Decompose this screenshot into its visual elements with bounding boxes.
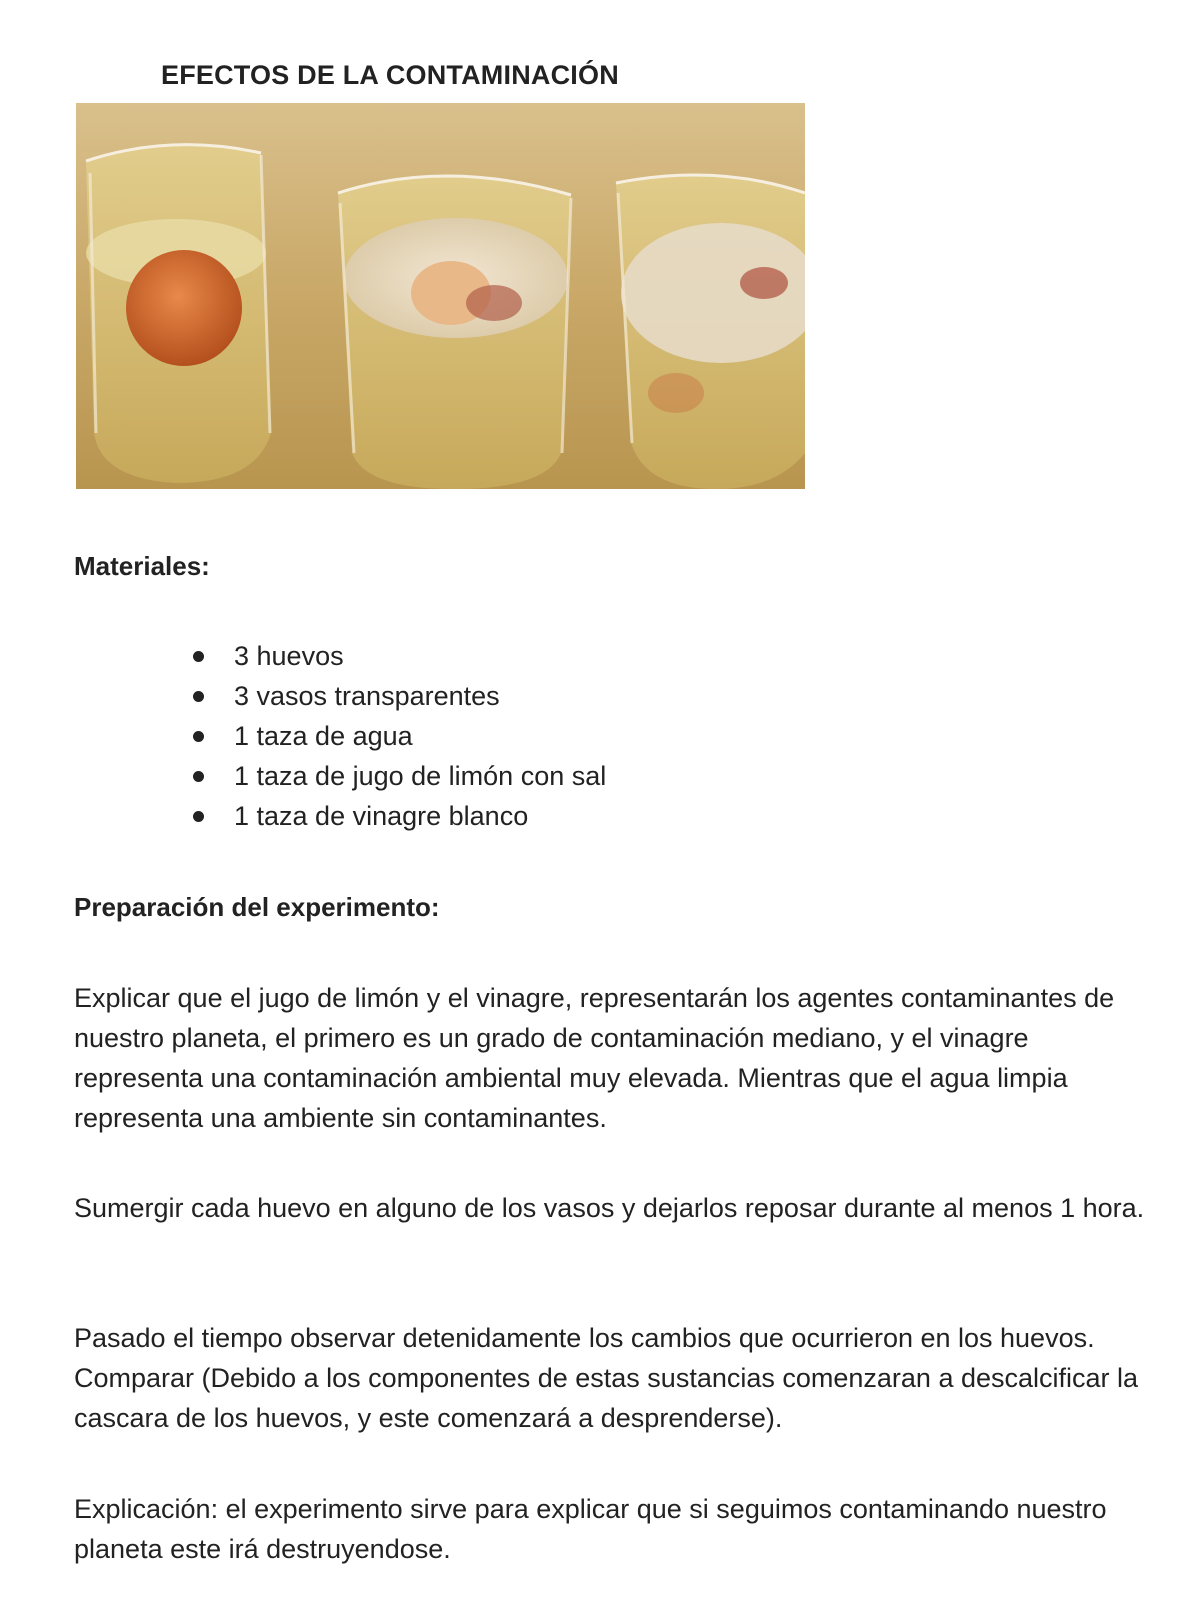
beakers-with-eggs-photo	[76, 103, 805, 489]
materials-list	[190, 636, 606, 836]
list-item	[190, 716, 606, 756]
bullet-icon	[193, 811, 204, 822]
list-item-text: 1 taza de jugo de limón con sal	[234, 761, 607, 791]
bullet-icon	[193, 731, 204, 742]
paragraph-conclusion: Explicación: el experimento sirve para explicar que si seguimos contaminando nuestro planeta este irá destruyendose.	[74, 1494, 1107, 1564]
paragraph-explanation-agents: Explicar que el jugo de limón y el vinagre, representarán los agentes contaminantes de nuestro planeta, el primero es un grado de contaminación mediano, y el vinagre representa una contaminación ambiental muy elevada. Mientras que el agua limpia representa una ambiente sin contaminantes.	[74, 983, 1115, 1133]
list-item	[190, 636, 606, 676]
list-item-text: 1 taza de vinagre blanco	[234, 801, 529, 831]
list-item	[190, 676, 606, 716]
preparation-heading: Preparación del experimento:	[74, 892, 440, 922]
document-title: EFECTOS DE LA CONTAMINACIÓN	[161, 60, 619, 90]
list-item	[190, 756, 606, 796]
bullet-icon	[193, 771, 204, 782]
bullet-icon	[193, 651, 204, 662]
list-item-text: 3 vasos transparentes	[234, 681, 500, 711]
beaker-water	[86, 145, 271, 483]
paragraph-observe-changes: Pasado el tiempo observar detenidamente los cambios que ocurrieron en los huevos. Comparar (Debido a los componentes de estas sustancias comenzaran a descalcificar la cascara de los huevos, y este comenzará a desprenderse).	[74, 1323, 1139, 1433]
list-item-text: 1 taza de agua	[234, 721, 413, 751]
beaker-vinegar	[616, 175, 805, 489]
bullet-icon	[193, 691, 204, 702]
materials-heading: Materiales:	[74, 551, 210, 581]
list-item	[190, 796, 606, 836]
paragraph-submerge-eggs: Sumergir cada huevo en alguno de los vasos y dejarlos reposar durante al menos 1 hora.	[74, 1193, 1145, 1223]
list-item-text: 3 huevos	[234, 641, 344, 671]
beaker-lemon-juice	[338, 176, 571, 489]
